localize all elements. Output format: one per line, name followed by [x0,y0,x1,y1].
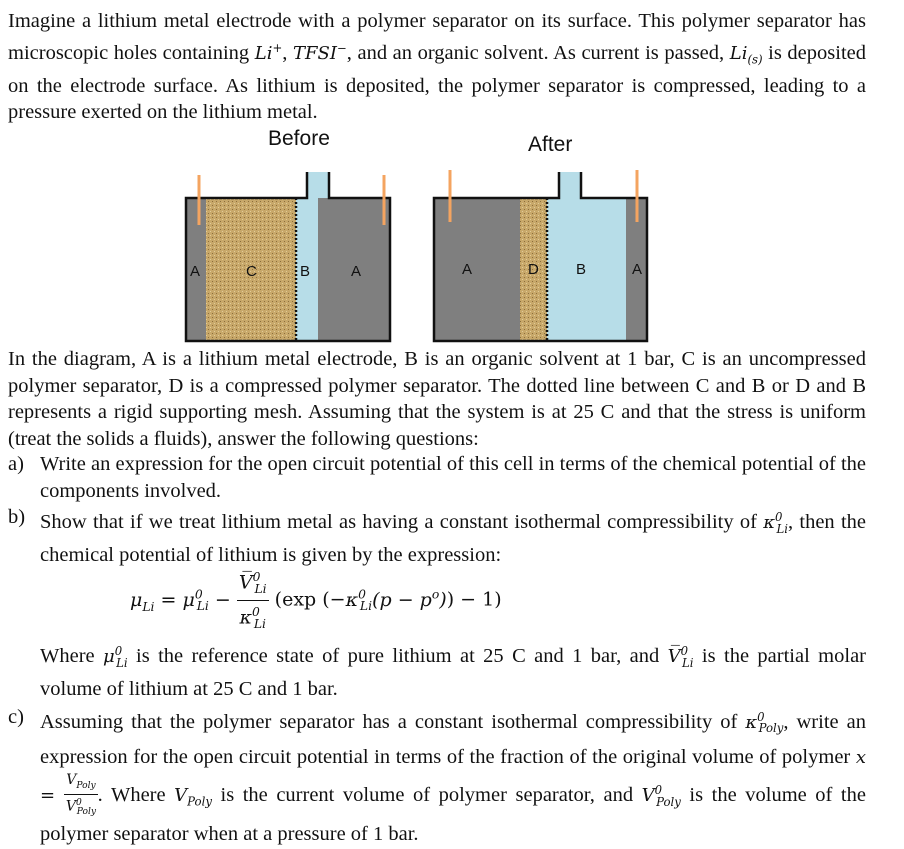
intro-paragraph: Imagine a lithium metal electrode with a polymer separator on its surface. This polymer separator has microscopic holes containing Li+, TFSI−, and an organic solvent. As current is passed, $Li_{(s)}$ is deposited on the electrode surface. As lithium is deposited, the polymer separator is compressed, leading to a pressure exerted on the lithium metal. [8,10,866,124]
question-list [8,451,866,569]
kappa-poly-symbol: $\kappa^0_{Poly}$ [745,709,784,736]
after-solvent-riser [559,172,581,198]
question-c: c) Assuming that the polymer separator has a constant isothermal compressibility of $\kappa^0_{Poly}$, write an expression for the open circuit potential in terms of the fraction of the original volume of polymer x = $\frac{V_{Poly}}{V^0_{Poly}}$ . Where $V_{Poly}$ is the current volume of polymer separator, and $V^0_{Poly}$ is the volume of the polymer separator when at a pressure of 1 bar. [8,705,866,846]
description-paragraph: In the diagram, A is a lithium metal electrode, B is an organic solvent at 1 bar, C is an uncompressed polymer separator, D is a compressed polymer separator. The dotted line between C and B or D and B represents a rigid supporting mesh. Assuming that the system is at 25 C and that the stress is uniform (treat the solids a fluids), answer the following questions: [8,348,866,450]
diagram-svg [0,125,904,345]
before-cell [186,172,390,341]
after-label-d: D [528,261,539,278]
li-ion: Li+ [254,40,283,64]
x-fraction: x = $\frac{V_{Poly}}{V^0_{Poly}}$ [40,747,866,818]
before-solvent-riser [307,172,329,198]
kappa-li-symbol: $\kappa^0_{Li}$ [763,510,788,536]
cell-diagram [0,125,904,345]
before-label-a1: A [190,263,201,280]
v0-poly-symbol: $V^0_{Poly}$ [641,783,681,809]
tfsi-ion: TFSI− [293,40,347,64]
after-cell [434,170,647,341]
after-title: After [528,133,573,156]
question-a: a) Write an expression for the open circuit potential of this cell in terms of the chemical potential of the components involved. [8,453,866,502]
before-title: Before [268,127,330,150]
vbar-li-symbol: V̅$^0_{Li}$ [667,644,694,670]
mu-li-ref-symbol: $\mu^0_{Li}$ [103,644,128,670]
question-b: b) Show that if we treat lithium metal as having a constant isothermal compressibility of $\kappa^0_{Li}$, then the chemical potential of lithium is given by the expression: [8,506,867,567]
after-label-b: B [576,261,587,278]
after-label-a2: A [632,261,643,278]
v-poly-symbol: $V_{Poly}$ [174,785,212,809]
after-solvent [547,198,626,341]
after-electrode-left [434,198,520,341]
before-label-c: C [246,263,257,280]
before-label-b: B [300,263,311,280]
li-solid: $Li_{(s)}$ [729,42,763,67]
question-b-where [8,638,866,849]
chemical-potential-equation: $\mu_{Li} = \mu^0_{Li}$ − $\frac{V̅^0_{Li}}{\kappa^0_{Li}}$ (exp $(-\kappa^0_{Li}(p - p^o)) - 1$) [130,566,502,635]
before-label-a2: A [351,263,362,280]
after-label-a1: A [462,261,473,278]
question-b-where-text: Where $\mu^0_{Li}$ is the reference state of pure lithium at 25 C and 1 bar, and V̅$^0_{Li}$ is the partial molar volume of lithium at 25 C and 1 bar. [40,644,866,701]
